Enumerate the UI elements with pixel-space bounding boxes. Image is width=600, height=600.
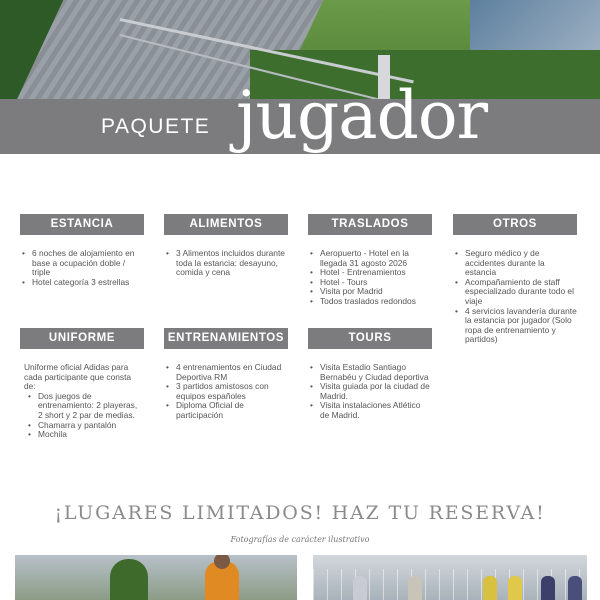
list-item: • Hotel - Tours xyxy=(308,278,432,288)
section-header: ALIMENTOS xyxy=(164,214,288,235)
photo-player xyxy=(568,576,582,600)
section-list xyxy=(308,249,432,307)
list-item: • Chamarra y pantalón xyxy=(26,421,144,431)
list-item: • Visita instalaciones Atlético de Madrid. xyxy=(308,401,432,420)
photo-player xyxy=(408,576,422,600)
section-list xyxy=(453,249,577,345)
title-main: jugador xyxy=(236,77,488,154)
list-item: • Visita guiada por la ciudad de Madrid. xyxy=(308,382,432,401)
list-item: • Hotel - Entrenamientos xyxy=(308,268,432,278)
list-item: • 4 entrenamientos en Ciudad Deportiva RM xyxy=(164,363,288,382)
list-item: • Visita Estadio Santiago Bernabéu y Ciudad deportiva xyxy=(308,363,432,382)
section-uniforme xyxy=(20,328,144,440)
section-list xyxy=(20,392,144,440)
section-list xyxy=(164,363,288,421)
section-list xyxy=(20,249,144,287)
photo-coach xyxy=(15,555,297,600)
section-estancia xyxy=(20,214,144,287)
section-list xyxy=(164,249,288,278)
list-item: • 3 Alimentos incluidos durante toda la estancia: desayuno, comida y cena xyxy=(164,249,288,278)
section-header: UNIFORME xyxy=(20,328,144,349)
list-item: • Visita por Madrid xyxy=(308,287,432,297)
cta-heading: ¡LUGARES LIMITADOS! HAZ TU RESERVA! xyxy=(54,502,546,524)
list-item: • Dos juegos de entrenamiento: 2 playeras, 2 short y 2 par de medias. xyxy=(26,392,144,421)
list-item: • 6 noches de alojamiento en base a ocupación doble / triple xyxy=(20,249,144,278)
list-item: • Seguro médico y de accidentes durante la estancia xyxy=(453,249,577,278)
section-list xyxy=(308,363,432,421)
list-item: • 4 servicios lavandería durante la estancia por jugador (Solo ropa de entrenamiento y partidos) xyxy=(453,307,577,345)
section-otros xyxy=(453,214,577,345)
title-band xyxy=(0,77,600,154)
list-item: • Diploma Oficial de participación xyxy=(164,401,288,420)
section-header: OTROS xyxy=(453,214,577,235)
photo-tree xyxy=(110,559,148,600)
section-traslados xyxy=(308,214,432,307)
list-item: • 3 partidos amistosos con equipos españoles xyxy=(164,382,288,401)
section-alimentos xyxy=(164,214,288,278)
list-item: • Hotel categoría 3 estrellas xyxy=(20,278,144,288)
photo-note: Fotografías de carácter ilustrativo xyxy=(230,535,370,544)
section-header: TOURS xyxy=(308,328,432,349)
section-header: ESTANCIA xyxy=(20,214,144,235)
photo-player xyxy=(508,576,522,600)
section-header: TRASLADOS xyxy=(308,214,432,235)
photo-player xyxy=(483,576,497,600)
list-item: • Aeropuerto - Hotel en la llegada 31 agosto 2026 xyxy=(308,249,432,268)
list-item: • Todos traslados redondos xyxy=(308,297,432,307)
photo-players xyxy=(313,555,587,600)
list-item: • Mochila xyxy=(26,430,144,440)
photo-player xyxy=(541,576,555,600)
section-header: ENTRENAMIENTOS xyxy=(164,328,288,349)
section-entrenamientos xyxy=(164,328,288,421)
list-item: • Acompañamiento de staff especializado durante todo el viaje xyxy=(453,278,577,307)
section-intro: Uniforme oficial Adidas para cada participante que consta de: xyxy=(24,362,132,392)
title-prefix: PAQUETE xyxy=(101,115,211,138)
photo-player xyxy=(353,576,367,600)
section-tours xyxy=(308,328,432,421)
